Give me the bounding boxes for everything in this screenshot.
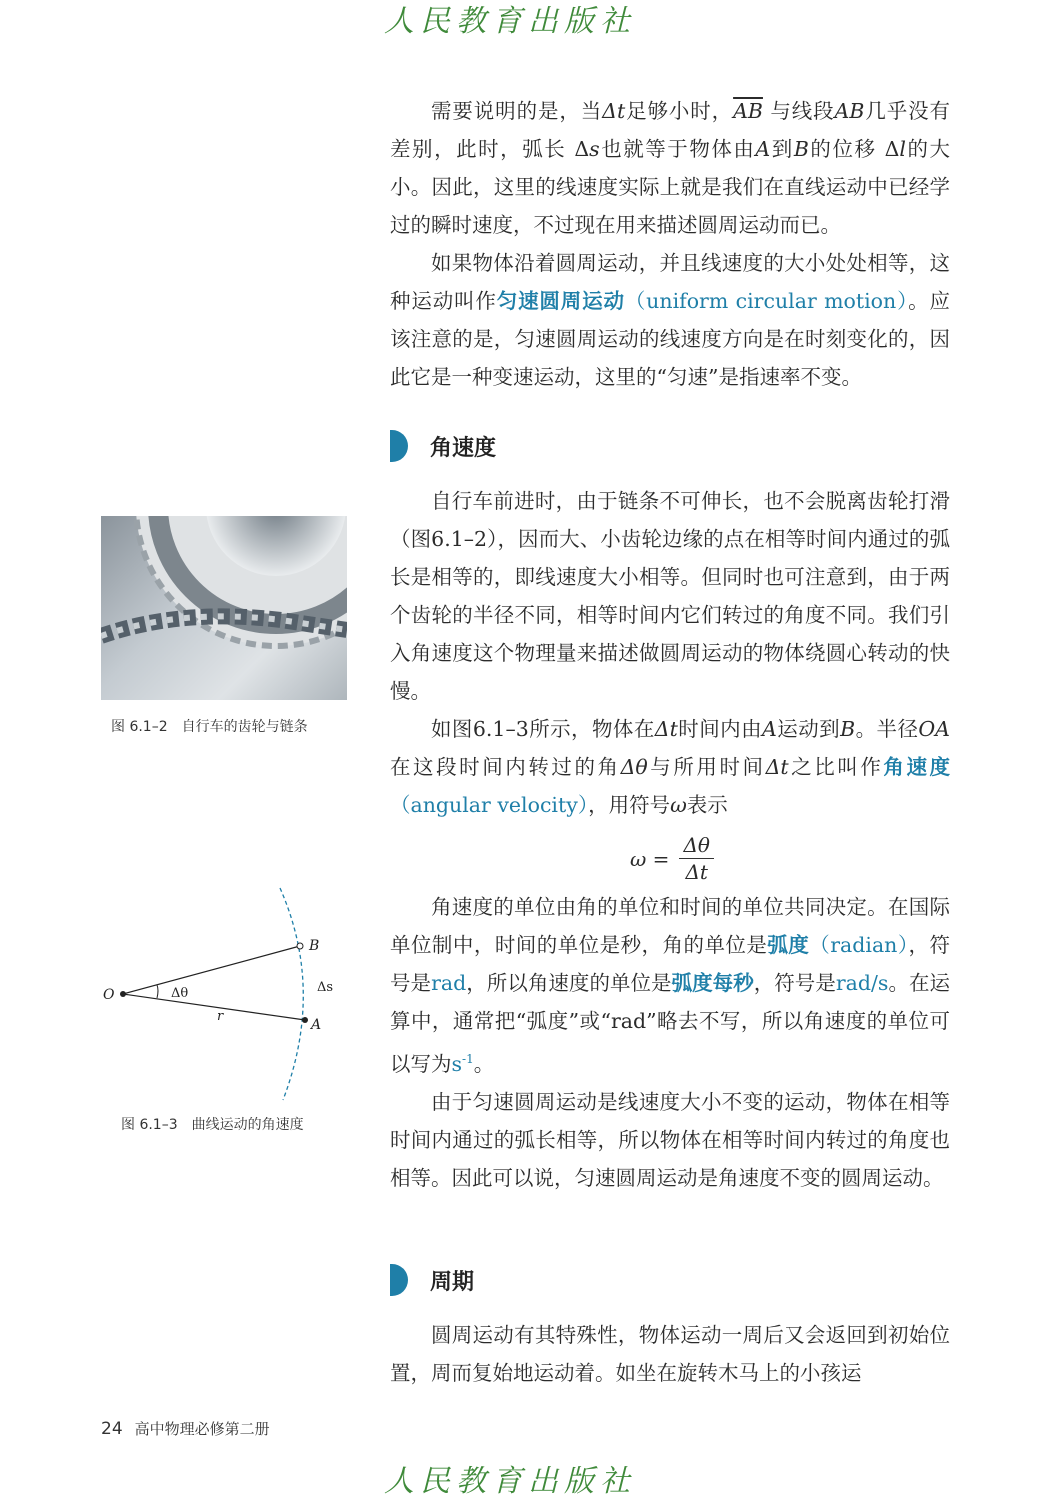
keyword-rad-per-second: 弧度每秒 — [671, 971, 754, 995]
paragraph-6: 由于匀速圆周运动是线速度大小不变的运动，物体在相等时间内通过的弧长相等，所以物体在相等时间内转过的角度也相等。因此可以说，匀速圆周运动是角速度不变的圆周运动。 — [390, 1089, 950, 1190]
label-delta-s: Δs — [317, 980, 334, 995]
angle-arc — [157, 985, 158, 998]
keyword-angular-velocity: 角速度 — [883, 755, 951, 779]
book-title: 高中物理必修第二册 — [134, 1420, 270, 1438]
label-o: O — [103, 987, 115, 1003]
section-heading-period: 周期 — [390, 1263, 474, 1297]
point-b — [297, 943, 303, 949]
heading-marker-icon — [390, 430, 408, 462]
angular-velocity-formula: ω = $\frac{\Delta\theta}{\Delta t}$ — [630, 832, 714, 885]
keyword-radian: 弧度 — [767, 933, 810, 957]
figure-caption-gear: 图 6.1–2 自行车的齿轮与链条 — [111, 719, 308, 735]
radius-oa — [123, 994, 305, 1020]
arc-ab: $\overline{AB}$ — [733, 99, 763, 123]
label-b: B — [309, 938, 320, 954]
section-heading-angular-velocity: 角速度 — [390, 429, 496, 463]
label-r: r — [217, 1009, 224, 1024]
radius-ob — [123, 946, 300, 994]
paragraph-5: 角速度的单位由角的单位和时间的单位共同决定。在国际单位制中，时间的单位是秒，角的单位是弧度（radian），符号是rad，所以角速度的单位是弧度每秒，符号是rad/s。在运算中，通常把“弧度”或“rad”略去不写，所以角速度的单位可以写为$s^{-1}$。 — [390, 895, 951, 1076]
figure-caption-angular-velocity: 图 6.1–3 曲线运动的角速度 — [121, 1117, 304, 1133]
paragraph-3-block — [390, 482, 950, 824]
publisher-logo-bottom: 人民教育出版社 — [384, 1464, 636, 1499]
paragraph-1: 需要说明的是，当Δt足够小时，$\overline{AB}$ 与线段AB几乎没有差别，此时，弧长 Δs也就等于物体由A到B的位移 Δl的大小。因此，这里的线速度实际上就是我们在直线运动中已经学过的瞬时速度，不过现在用来描述圆周运动而已。 — [390, 99, 951, 237]
point-o — [120, 991, 126, 997]
heading-marker-icon — [390, 1264, 408, 1296]
bicycle-gear-chain-photo — [101, 516, 347, 700]
point-a — [302, 1017, 308, 1023]
paragraph-3: 自行车前进时，由于链条不可伸长，也不会脱离齿轮打滑（图6.1–2），因而大、小齿轮边缘的点在相等时间内通过的弧长是相等的，即线速度大小相等。但同时也可注意到，由于两个齿轮的半径不同，相等时间内它们转过的角度不同。我们引入角速度这个物理量来描述做圆周运动的物体绕圆心转动的快慢。 — [390, 489, 950, 703]
keyword-uniform-circular-motion: 匀速圆周运动 — [496, 289, 625, 313]
paragraph-1-block — [390, 92, 950, 396]
gear-chain-illustration — [101, 516, 347, 700]
publisher-logo-top: 人民教育出版社 — [384, 4, 636, 39]
page-number: 24 — [101, 1419, 123, 1439]
page-footer — [101, 1418, 270, 1439]
label-delta-theta: Δθ — [171, 986, 189, 1001]
circular-arc — [280, 888, 303, 1100]
angular-velocity-diagram — [95, 880, 355, 1110]
paragraph-7-block — [390, 1316, 950, 1392]
label-a: A — [311, 1017, 322, 1033]
paragraph-4: 如图6.1–3所示，物体在Δt时间内由A运动到B。半径OA在这段时间内转过的角Δθ与所用时间Δt之比叫作角速度（angular velocity），用符号ω表示 — [390, 717, 951, 817]
paragraph-7: 圆周运动有其特殊性，物体运动一周后又会返回到初始位置，周而复始地运动着。如坐在旋转木马上的小孩运 — [390, 1323, 950, 1385]
paragraph-5-block — [390, 888, 950, 1197]
paragraph-2: 如果物体沿着圆周运动，并且线速度的大小处处相等，这种运动叫作匀速圆周运动（uniform circular motion）。应该注意的是，匀速圆周运动的线速度方向是在时刻变化的，因此它是一种变速运动，这里的“匀速”是指速率不变。 — [390, 251, 951, 389]
